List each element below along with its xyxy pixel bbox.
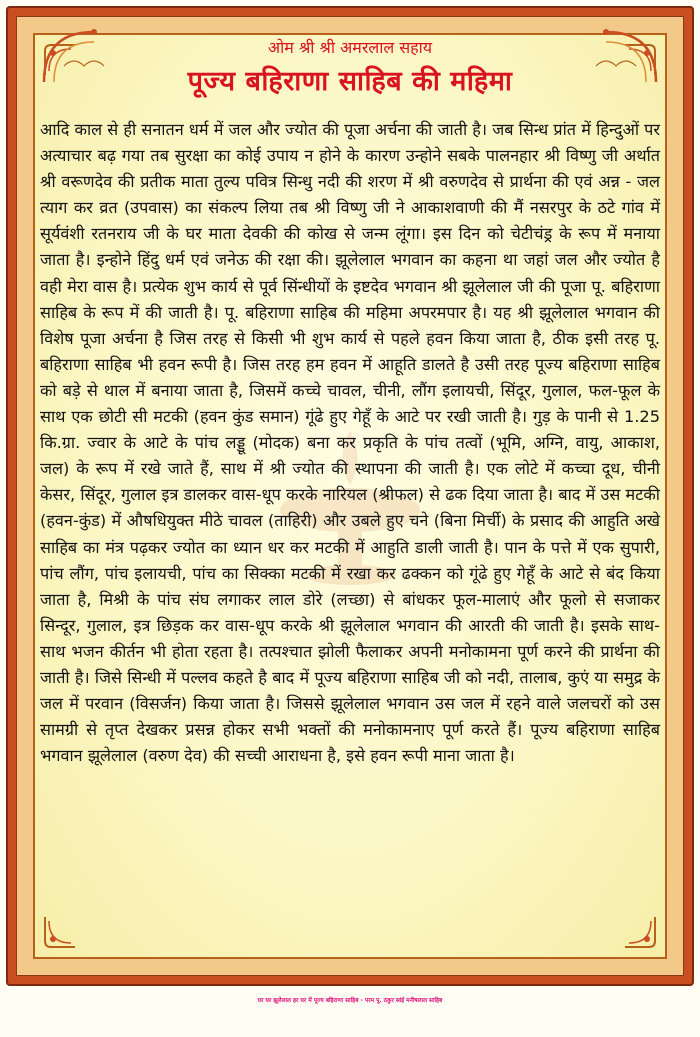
body-paragraph: आदि काल से ही सनातन धर्म में जल और ज्योत की पूजा अर्चना की जाती है। जब सिन्ध प्रांत में हिन्दुओं पर अत्याचार बढ़ गया तब सुरक्षा का कोई उपाय न होने के कारण उन्होने सबके पालनहार श्री विष्णु जी अर्थात श्री वरूणदेव की प्रतीक माता तुल्य पवित्र सिन्धु नदी की शरण में श्री वरुणदेव से प्रार्थना की एवं अन्न - जल त्याग कर व्रत (उपवास) का संकल्प लिया तब श्री विष्णु जी ने आकाशवाणी की मैं नसरपुर के ठटे गांव में सूर्यवंशी रतनराय जी के घर माता देवकी की कोख से जन्म लूंगा। इस दिन को चेटीचंड्र के रूप में मनाया जाता है। इन्होने हिंदु धर्म एवं जनेऊ की रक्षा की। झूलेलाल भगवान का कहना था जहां जल और ज्योत है वही मेरा वास है। प्रत्येक शुभ कार्य से पूर्व सिंन्धीयों के इष्टदेव भगवान श्री झूलेलाल जी की पूजा पू. बहिराणा साहिब के रूप में की जाती है। पू. बहिराणा साहिब की महिमा अपरमपार है। यह श्री झूलेलाल भगवान की विशेष पूजा अर्चना है जिस तरह से किसी भी शुभ कार्य से पहले हवन किया जाता है, ठीक इसी तरह पू. बहिराणा साहिब भी हवन रूपी है। जिस तरह हम हवन में आहूति डालते है उसी तरह पूज्य बहिराणा साहिब को बड़े से थाल में बनाया जाता है, जिसमें कच्चे चावल, चीनी, लौंग इलायची, सिंदूर, गुलाल, फल-फूल के साथ एक छोटी सी मटकी (हवन कुंड समान) गूंढे हुए गेहूँ के आटे पर रखी जाती है। गुड़ के पानी से 1.25 कि.ग्रा. ज्वार के आटे के पांच लड्डू (मोदक) बना कर प्रकृति के पांच तत्वों (भूमि, अग्नि, वायु, आकाश, जल) के रूप में रखे जाते हैं, साथ में श्री ज्योत की स्थापना की जाती है। एक लोटे में कच्चा दूध, चीनी केसर, सिंदूर, गुलाल इत्र डालकर वास-धूप करके नारियल (श्रीफल) से ढक दिया जाता है। बाद में उस मटकी (हवन-कुंड) में औषधियुक्त मीठे चावल (ताहिरी) और उबले हुए चने (बिना मिर्ची) के प्रसाद की आहुति अखे साहिब का मंत्र पढ़कर ज्योत का ध्यान धर कर मटकी में आहुति डाली जाती है। पान के पत्ते में एक सुपारी, पांच लौंग, पांच इलायची, पांच का सिक्का मटकी में रखा कर ढक्कन को गूंढे हुए गेहूँ के आटे से बंद किया जाता है, मिश्री के पांच संघ लगाकर लाल डोरे (लच्छा) से बांधकर फूल-मालाएं और फूलो से सजाकर सिन्दूर, गुलाल, इत्र छिड़क कर वास-धूप करके श्री झूलेलाल भगवान की आरती की जाती है। इसके साथ-साथ भजन कीर्तन भी होता रहता है। तत्पश्चात झोली फैलाकर अपनी मनोकामना पूर्ण करने की प्रार्थना की जाती है। जिसे सिन्धी में पल्लव कहते है बाद में पूज्य बहिराणा साहिब जी को नदी, तालाब, कुएं या समुद्र के जल में परवान (विसर्जन) किया जाता है। जिससे झूलेलाल भगवान उस जल में रहने वाले जलचरों को उस सामग्री से तृप्त देखकर प्रसन्न होकर सभी भक्तों की मनोकामनाए पूर्ण करते हैं। पूज्य बहिराणा साहिब भगवान झूलेलाल (वरुण देव) की सच्ची आराधना है, इसे हवन रूपी माना जाता है। <box>40 120 660 766</box>
corner-ornament-icon <box>623 915 657 949</box>
page-subtitle: ओम श्री श्री अमरलाल सहाय <box>267 38 433 57</box>
page-title: पूज्य बहिराणा साहिब की महिमा <box>187 66 513 97</box>
footer-slogan: घर घर झूलेलाल हर घर में पूज्य बहिराणा साहिब - परम पू. ठकुर सांई मनीषलाल साहिब <box>257 998 443 1004</box>
corner-ornament-icon <box>43 915 77 949</box>
